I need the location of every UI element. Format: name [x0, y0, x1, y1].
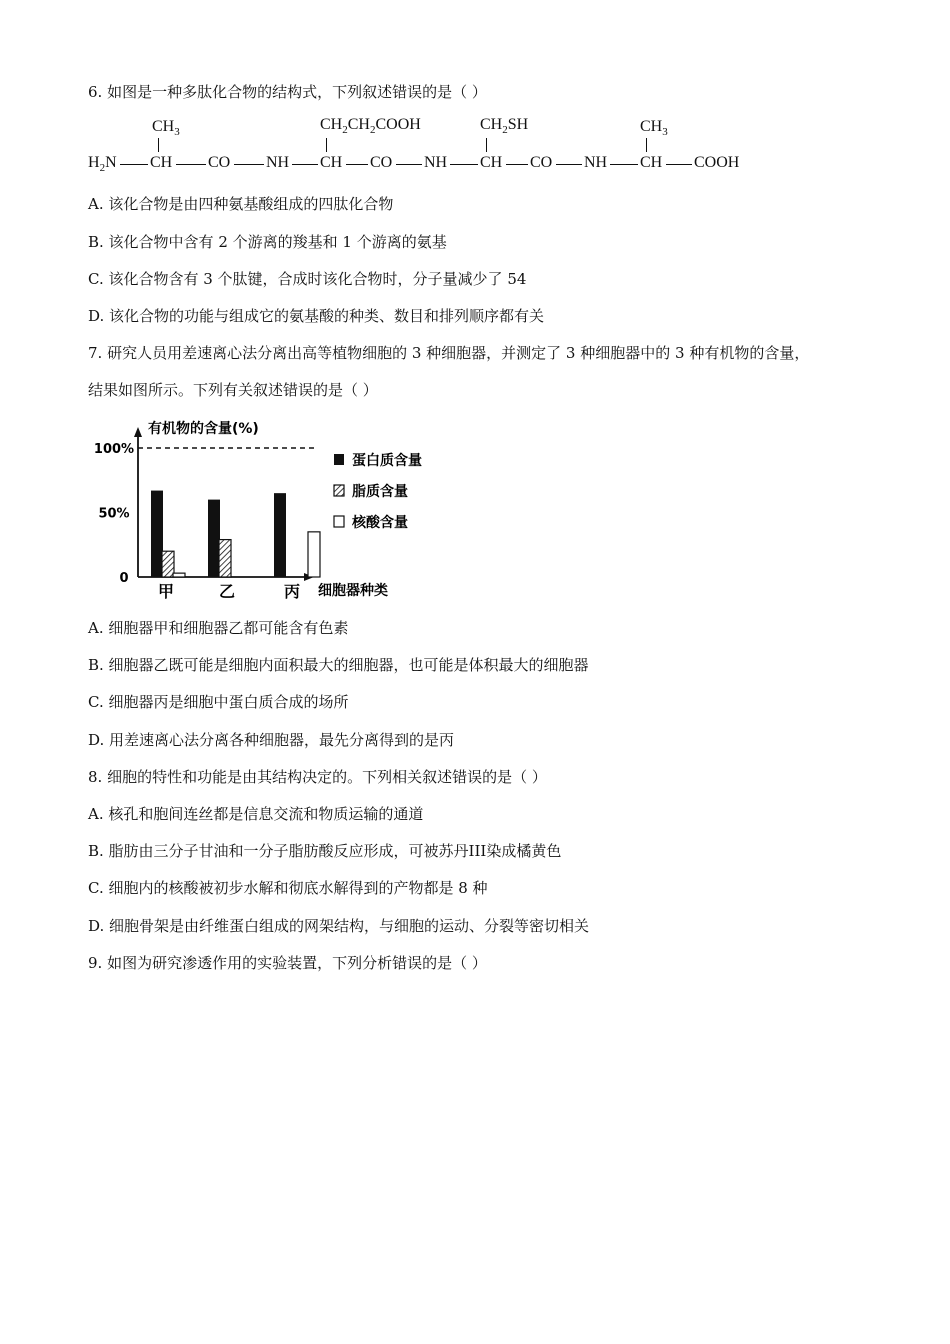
alpha-carbon-2: CH — [320, 154, 343, 171]
q6-option-b: B. 该化合物中含有 2 个游离的羧基和 1 个游离的氨基 — [88, 233, 447, 251]
alpha-carbon-3: CH — [480, 154, 503, 171]
bar-jia-nucleic-acid — [173, 573, 185, 577]
y-tick-label-100: 100% — [93, 442, 135, 457]
bar-bing-protein — [274, 493, 286, 577]
q6-option-c: C. 该化合物含有 3 个肽键，合成时该化合物时，分子量减少了 54 — [88, 270, 527, 288]
amino-terminus: $H_2N$ — [88, 154, 117, 175]
carbonyl-3: CO — [530, 154, 553, 171]
category-label-yi: 乙 — [218, 582, 236, 601]
alpha-carbon-4: CH — [640, 154, 663, 171]
q8-option-d: D. 细胞骨架是由纤维蛋白组成的网架结构，与细胞的运动、分裂等密切相关 — [88, 917, 590, 935]
q7-option-d: D. 用差速离心法分离各种细胞器，最先分离得到的是丙 — [88, 731, 455, 749]
legend-label-lipid: 脂质含量 — [352, 484, 408, 500]
q6-option-d: D. 该化合物的功能与组成它的氨基酸的种类、数目和排列顺序都有关 — [88, 307, 545, 325]
chart-title: 有机物的含量(%) — [148, 421, 259, 437]
legend-swatch-lipid — [334, 485, 344, 496]
q7-stem-line1: 7. 研究人员用差速离心法分离出高等植物细胞的 3 种细胞器，并测定了 3 种细胞器中的 3 种有机物的含量， — [88, 344, 810, 362]
y-axis-arrow — [134, 427, 142, 437]
y-tick-label-50: 50% — [98, 506, 130, 522]
bar-jia-lipid — [162, 551, 174, 577]
bar-jia-protein — [151, 491, 163, 577]
q9-stem: 9. 如图为研究渗透作用的实验装置，下列分析错误的是（ ） — [88, 954, 487, 972]
alpha-carbon-1: CH — [150, 154, 173, 171]
carbonyl-2: CO — [370, 154, 393, 171]
q7-option-a: A. 细胞器甲和细胞器乙都可能含有色素 — [88, 619, 349, 637]
bars-group — [151, 491, 320, 577]
side-chain-1: $CH_3$ — [152, 118, 180, 139]
carbonyl-1: CO — [208, 154, 231, 171]
q8-stem: 8. 细胞的特性和功能是由其结构决定的。下列相关叙述错误的是（ ） — [88, 768, 547, 786]
legend-label-protein: 蛋白质含量 — [352, 453, 422, 469]
q8-option-b: B. 脂肪由三分子甘油和一分子脂肪酸反应形成，可被苏丹III染成橘黄色 — [88, 842, 562, 860]
amide-2: NH — [424, 154, 448, 171]
amide-3: NH — [584, 154, 608, 171]
polypeptide-structure — [88, 116, 768, 180]
category-label-jia: 甲 — [157, 582, 175, 601]
x-axis-label: 细胞器种类 — [318, 583, 388, 599]
bar-yi-protein — [208, 500, 220, 577]
amide-1: NH — [266, 154, 290, 171]
legend-label-nucleic-acid: 核酸含量 — [352, 515, 408, 531]
q7-stem-line2: 结果如图所示。下列有关叙述错误的是（ ） — [88, 381, 378, 399]
carboxyl-terminus: COOH — [694, 154, 740, 171]
side-chain-4: $CH_3$ — [640, 118, 668, 139]
organic-content-bar-chart — [88, 415, 458, 605]
y-tick-label-0: 0 — [119, 571, 129, 586]
side-chain-3: $CH_2SH$ — [480, 116, 529, 137]
legend-swatch-nucleic-acid — [334, 516, 344, 527]
bar-yi-lipid — [219, 540, 231, 577]
q8-option-a: A. 核孔和胞间连丝都是信息交流和物质运输的通道 — [88, 805, 424, 823]
legend-swatch-protein — [334, 454, 344, 465]
bar-bing-nucleic-acid — [308, 532, 320, 577]
q6-option-a: A. 该化合物是由四种氨基酸组成的四肽化合物 — [88, 195, 394, 213]
q8-option-c: C. 细胞内的核酸被初步水解和彻底水解得到的产物都是 8 种 — [88, 879, 488, 897]
q7-option-b: B. 细胞器乙既可能是细胞内面积最大的细胞器，也可能是体积最大的细胞器 — [88, 656, 589, 674]
q7-option-c: C. 细胞器丙是细胞中蛋白质合成的场所 — [88, 693, 349, 711]
q6-stem: 6. 如图是一种多肽化合物的结构式，下列叙述错误的是（ ） — [88, 83, 487, 101]
category-label-bing: 丙 — [283, 582, 301, 601]
side-chain-2: $CH_2CH_2COOH$ — [320, 116, 421, 137]
